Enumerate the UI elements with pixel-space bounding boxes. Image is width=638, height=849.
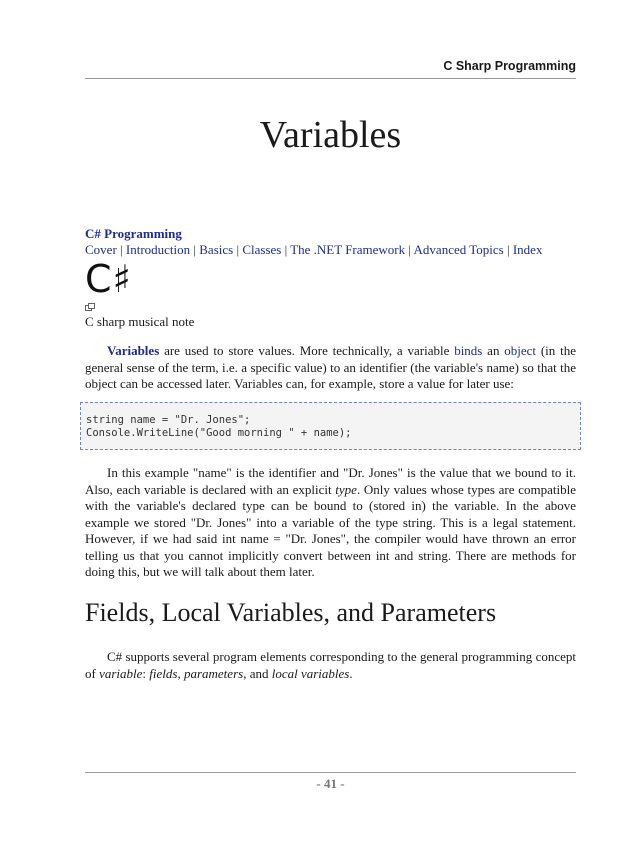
- section-text-5: .: [349, 665, 353, 681]
- code-line: Console.WriteLine("Good morning " + name);: [86, 427, 352, 439]
- section-text-1: C# supports several program elements corresponding to the general programming concept of: [85, 649, 576, 681]
- enlarge-icon[interactable]: [85, 303, 95, 311]
- section-paragraph: [85, 649, 576, 682]
- nav-title: C# Programming: [85, 226, 182, 241]
- csharp-logo: C♯: [85, 257, 132, 301]
- section-heading: Fields, Local Variables, and Parameters: [85, 598, 497, 627]
- nav-link-basics[interactable]: Basics: [199, 242, 234, 257]
- header-rule: [85, 78, 576, 79]
- code-block: [80, 402, 581, 450]
- nav-link-dotnet-framework[interactable]: The .NET Framework: [290, 242, 406, 257]
- nav-separator: |: [236, 242, 240, 257]
- footer-rule: [85, 772, 576, 773]
- page-number: - 41 -: [316, 776, 345, 791]
- nav-separator: |: [120, 242, 123, 257]
- section-text-3: ,: [177, 665, 184, 681]
- nav-link-introduction[interactable]: Introduction: [125, 242, 191, 257]
- nav-link-classes[interactable]: Classes: [242, 242, 282, 257]
- variables-link[interactable]: Variables: [107, 343, 160, 358]
- code-line: string name = "Dr. Jones";: [86, 414, 251, 426]
- fields-emphasis: fields: [149, 665, 178, 681]
- explanation-text-2: . Only values whose types are compatible with the variable's declared type can be bound to (stored in) the variable. In the above example we stored "Dr. Jones" into a variable of the type string. This is a legal statement. However, if we had said int name = "Dr. Jones", the compiler would have thrown an error telling us that you cannot implicitly convert between int and string. There are methods for doing this, but we will talk about them later.: [85, 481, 577, 579]
- nav-link-advanced-topics[interactable]: Advanced Topics: [413, 242, 504, 257]
- explanation-text-1: In this example "name" is the identifier and "Dr. Jones" is the value that we bound to it. Also, each variable is declared with an explicit: [85, 465, 576, 497]
- logo-caption: C sharp musical note: [85, 314, 195, 329]
- nav-links: [85, 242, 542, 258]
- running-header-title: C Sharp Programming: [443, 59, 576, 73]
- nav-link-index[interactable]: Index: [512, 242, 543, 257]
- chapter-title: Variables: [259, 114, 402, 156]
- variable-emphasis: variable: [99, 665, 143, 681]
- section-text-2: :: [142, 665, 150, 681]
- object-link[interactable]: object: [504, 343, 537, 358]
- nav-separator: |: [408, 242, 411, 257]
- section-text-4: , and: [243, 665, 272, 681]
- navigation-box: [85, 226, 542, 258]
- intro-text-2: an: [482, 343, 505, 358]
- intro-text-3: (in the general sense of the term, i.e. a specific value) to an identifier (the variable's name) so that the object can be accessed later. Variables can, for example, store a value for later use:: [85, 343, 576, 391]
- nav-separator: |: [193, 242, 197, 257]
- nav-separator: |: [506, 242, 510, 257]
- nav-link-cover[interactable]: Cover: [85, 242, 117, 257]
- intro-paragraph: [85, 343, 576, 393]
- parameters-emphasis: parameters: [183, 665, 244, 681]
- nav-separator: |: [284, 242, 288, 257]
- type-emphasis: type: [335, 481, 357, 497]
- intro-text-1: are used to store values. More technically, a variable: [159, 343, 455, 358]
- binds-link[interactable]: binds: [454, 343, 483, 358]
- local-variables-emphasis: local variables: [271, 665, 350, 681]
- explanation-paragraph: [85, 465, 576, 581]
